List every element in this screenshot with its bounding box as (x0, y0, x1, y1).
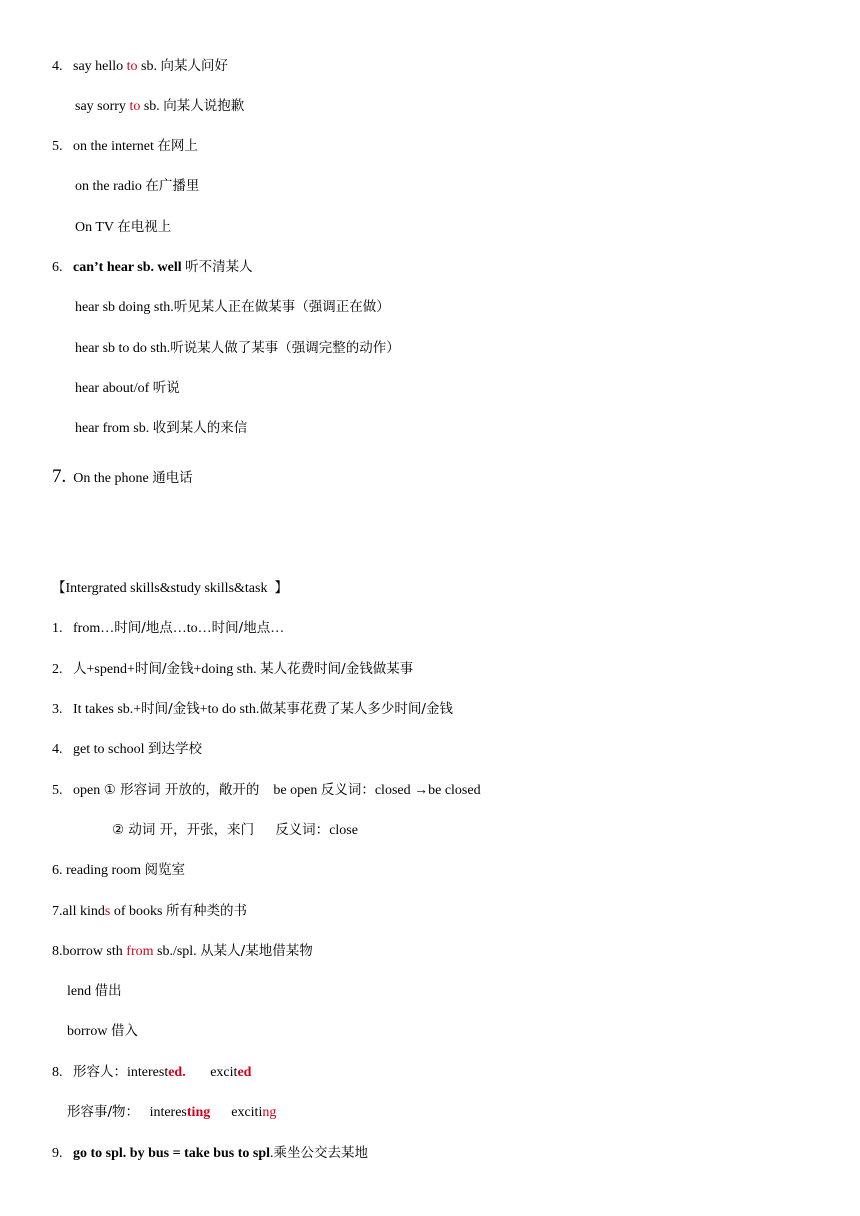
phrase-text: go to spl. by bus = take bus to spl (73, 1146, 271, 1161)
chinese-meaning: 到达学校 (148, 741, 203, 757)
chinese-meaning: 听说 (152, 380, 180, 396)
bracket-close: 】 (274, 580, 288, 596)
item-hear-from (75, 419, 247, 438)
item-hear-about (75, 379, 180, 398)
phrase-text: hear sb to do sth. (75, 341, 171, 356)
phrase-text: be open (273, 783, 321, 798)
phrase-text: lend (67, 984, 95, 999)
item-number: 4. (52, 742, 63, 757)
chinese-meaning: 阅览室 (144, 862, 186, 878)
phrase-text: say hello (73, 59, 127, 74)
highlight-suffix: ng (262, 1105, 277, 1120)
item-4-say-hello (52, 57, 228, 76)
phrase-text: On the phone (73, 471, 153, 486)
item-1-from-to (52, 619, 284, 638)
highlight-word: to (126, 59, 138, 74)
item-adjectives-thing (67, 1103, 276, 1122)
chinese-meaning: 听不清某人 (185, 259, 253, 275)
phrase-text: …to… (172, 621, 212, 636)
item-number: 9. (52, 1146, 63, 1161)
phrase-text: +to do sth. (199, 702, 260, 717)
chinese-meaning: 在电视上 (117, 219, 172, 235)
highlight-suffix: ed (237, 1065, 252, 1080)
chinese-meaning: 时间/金钱 (141, 701, 200, 717)
item-7-all-kinds (52, 902, 247, 921)
heading-text: Intergrated skills&study skills&task (65, 581, 268, 596)
chinese-meaning: 在广播里 (145, 178, 200, 194)
item-number: 6. (52, 260, 63, 275)
bracket-open: 【 (52, 580, 66, 596)
item-on-tv (75, 218, 171, 237)
item-number: 5. (52, 783, 63, 798)
phrase-text: on the internet (73, 139, 158, 154)
phrase-text: sb./spl. (153, 944, 201, 959)
chinese-meaning: 时间/地点 (114, 620, 173, 636)
chinese-meaning: 人 (73, 661, 87, 677)
highlight-word: s (104, 904, 111, 919)
chinese-meaning: 时间/地点 (211, 620, 271, 636)
phrase-text: can’t hear sb. well (73, 260, 186, 275)
item-on-radio (75, 177, 199, 196)
item-3-it-takes (52, 700, 453, 719)
item-lend (67, 982, 122, 1001)
item-borrow (67, 1022, 138, 1041)
chinese-meaning: 形容人： (73, 1064, 127, 1080)
chinese-meaning: 借入 (110, 1023, 138, 1039)
phrase-text: +spend+ (86, 662, 135, 677)
chinese-meaning: 反义词： (320, 782, 375, 798)
chinese-meaning: 听见某人正在做某事（强调正在做） (173, 299, 390, 315)
item-8-borrow (52, 942, 313, 961)
item-6-cant-hear (52, 258, 253, 277)
item-open-verb (112, 821, 358, 840)
item-5-on-internet (52, 137, 198, 156)
phrase-text: It takes sb.+ (73, 702, 142, 717)
phrase-text: exciti (231, 1105, 263, 1120)
item-number: 4. (52, 59, 63, 74)
chinese-meaning: 时间/金钱 (134, 661, 194, 677)
item-number: 2. (52, 662, 63, 677)
chinese-meaning: 从某人/某地借某物 (200, 943, 313, 959)
item-hear-doing (75, 298, 390, 317)
phrase-text: on the radio (75, 179, 146, 194)
phrase-text: from… (73, 621, 115, 636)
highlight-suffix: ed. (168, 1065, 186, 1080)
chinese-meaning: 乘坐公交去某地 (273, 1145, 369, 1161)
phrase-text: hear from sb. (75, 421, 153, 436)
chinese-meaning: 通电话 (152, 470, 193, 486)
phrase-text: excit (210, 1065, 238, 1080)
phrase-text: On TV (75, 220, 118, 235)
item-number: 5. (52, 139, 63, 154)
item-hear-to-do (75, 339, 400, 358)
chinese-meaning: 借出 (94, 983, 122, 999)
phrase-text: open (73, 783, 104, 798)
chinese-meaning: 向某人说抱歉 (163, 98, 245, 114)
item-2-spend (52, 660, 413, 679)
chinese-meaning: 在网上 (157, 138, 198, 154)
phrase-text: sb. (140, 99, 164, 114)
item-7-on-phone (52, 468, 193, 488)
chinese-meaning: 某人花费时间/金钱做某事 (260, 661, 414, 677)
section-heading (52, 579, 288, 598)
phrase-text: get to school (73, 742, 149, 757)
chinese-meaning: 听说某人做了某事（强调完整的动作） (170, 340, 400, 356)
item-say-sorry (75, 97, 244, 116)
phrase-text: . (270, 1146, 274, 1161)
chinese-meaning: 收到某人的来信 (152, 420, 248, 436)
item-number: 1. (52, 621, 63, 636)
chinese-meaning: 反义词： (275, 822, 330, 838)
item-number: 8. (52, 1065, 63, 1080)
chinese-meaning: 向某人问好 (160, 58, 228, 74)
phrase-text: … (270, 621, 285, 636)
phrase-text: hear about/of (75, 381, 153, 396)
chinese-meaning: 做某事花费了某人多少时间/金钱 (259, 701, 453, 717)
phrase-text: 8.borrow sth (52, 944, 127, 959)
phrase-text: closed →be closed (374, 783, 481, 798)
phrase-text: borrow (67, 1024, 111, 1039)
highlight-word: from (126, 944, 154, 959)
item-8-adjectives-person (52, 1063, 251, 1082)
phrase-text: sb. (137, 59, 161, 74)
phrase-text: say sorry (75, 99, 130, 114)
chinese-meaning: 所有种类的书 (165, 903, 247, 919)
chinese-meaning: ① 形容词 开放的，敞开的 (103, 782, 260, 798)
chinese-meaning: ② 动词 开，开张，来门 (112, 822, 255, 838)
phrase-text: interest (127, 1065, 169, 1080)
item-6-reading-room (52, 861, 185, 880)
phrase-text: +doing sth. (193, 662, 261, 677)
item-number: 3. (52, 702, 63, 717)
item-5-open (52, 781, 481, 800)
highlight-word: to (129, 99, 141, 114)
phrase-text: 7.all kind (52, 904, 105, 919)
highlight-suffix: ting (186, 1105, 211, 1120)
chinese-meaning: 形容事/物： (67, 1104, 140, 1120)
item-9-go-by-bus (52, 1144, 368, 1163)
phrase-text: interes (149, 1105, 187, 1120)
phrase-text: of books (110, 904, 166, 919)
item-4-get-to-school (52, 740, 202, 759)
item-number: 7. (52, 466, 67, 487)
phrase-text: hear sb doing sth. (75, 300, 174, 315)
phrase-text: 6. reading room (52, 863, 145, 878)
phrase-text: close (329, 823, 358, 838)
